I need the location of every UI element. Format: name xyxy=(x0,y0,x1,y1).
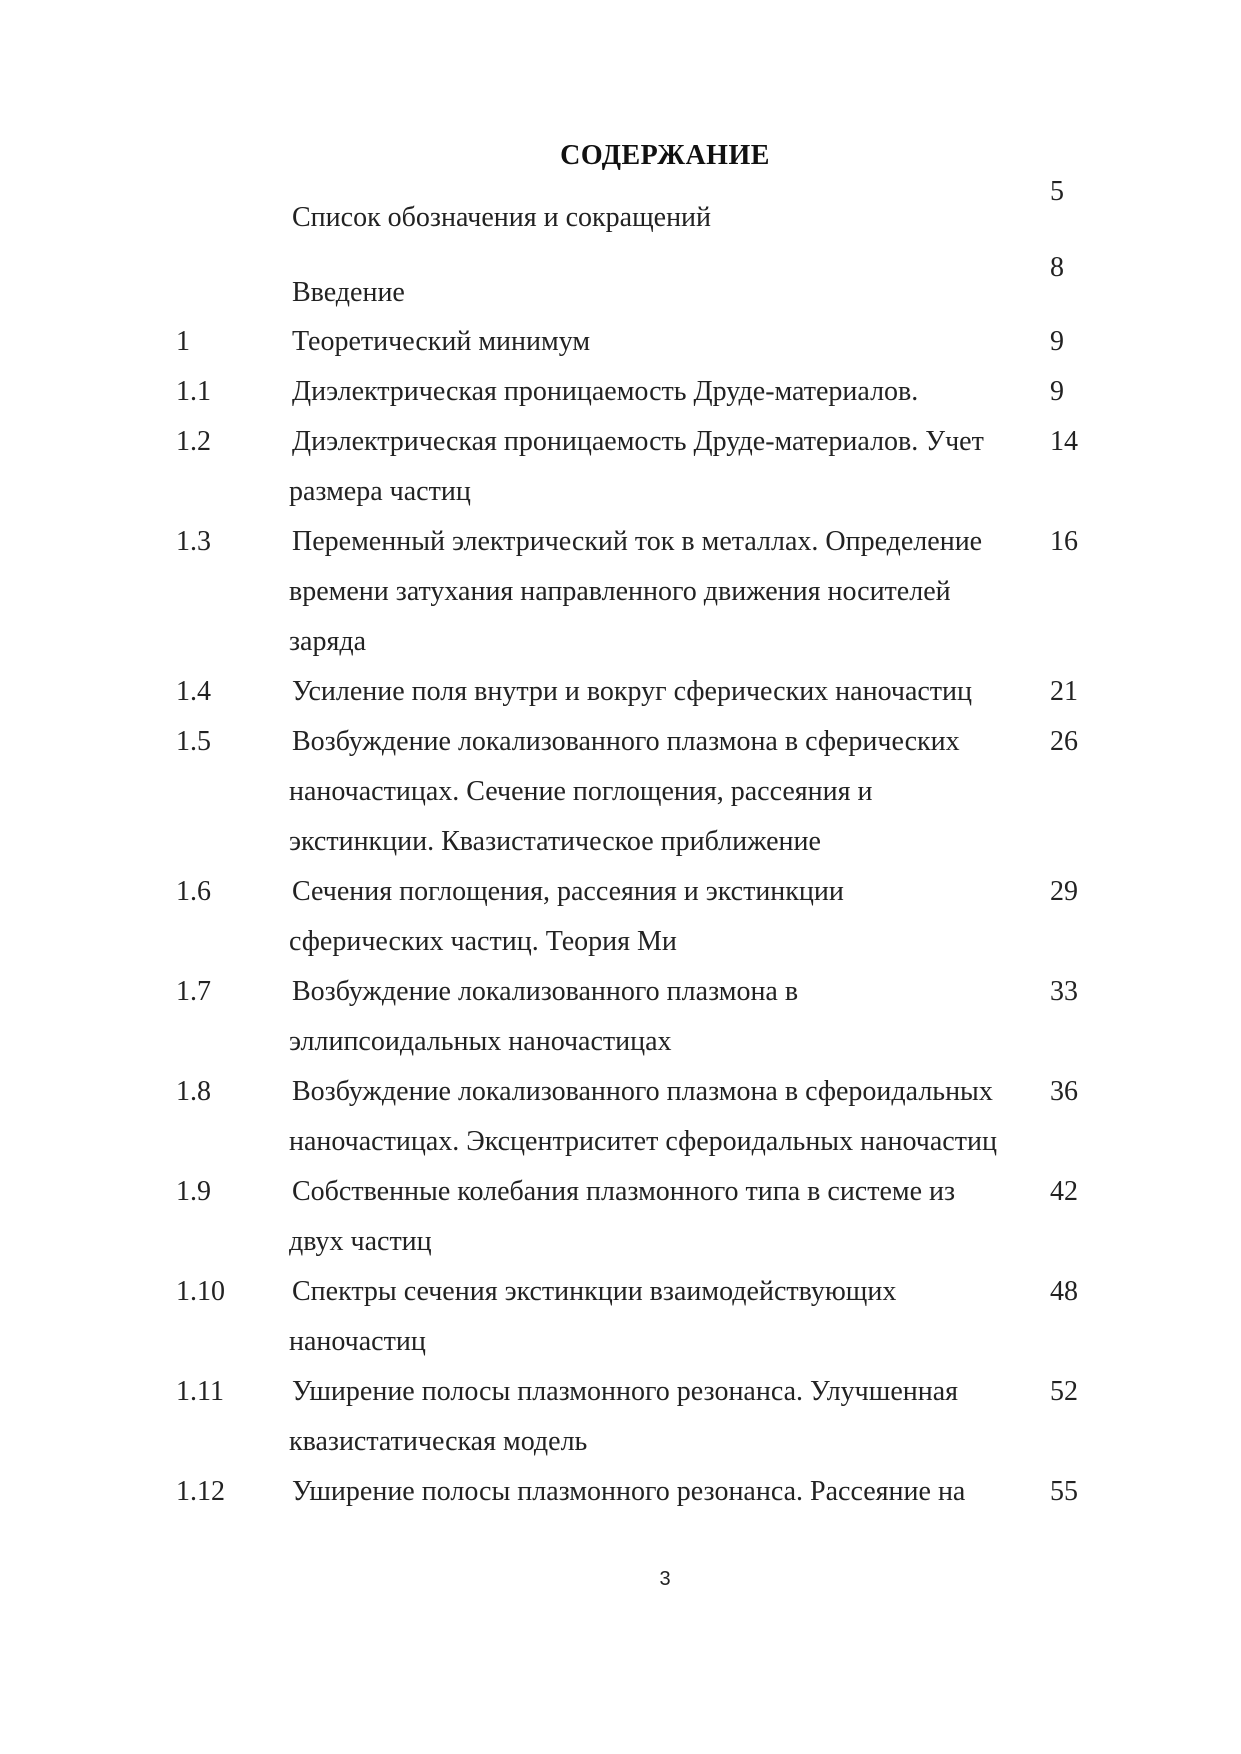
toc-entry-page: 5 xyxy=(1050,176,1064,207)
toc-entry-number: 1.2 xyxy=(176,426,211,457)
toc-entry-title: Возбуждение локализованного плазмона в сфероидальных xyxy=(292,1076,993,1107)
toc-entry-page: 26 xyxy=(1050,726,1078,757)
toc-entry-title: Усиление поля внутри и вокруг сферических наночастиц xyxy=(292,676,972,707)
toc-entry-title: Введение xyxy=(292,277,405,308)
toc-entry-number: 1.3 xyxy=(176,526,211,557)
toc-entry-title: Переменный электрический ток в металлах. Определение xyxy=(292,526,983,557)
toc-entry-page: 52 xyxy=(1050,1376,1078,1407)
toc-entry-number: 1.7 xyxy=(176,976,211,1007)
toc-entry-title-continued: размера частиц xyxy=(289,476,471,507)
toc-entry-title: Возбуждение локализованного плазмона в xyxy=(292,976,799,1007)
toc-entry-page: 21 xyxy=(1050,676,1078,707)
toc-entry-number: 1.9 xyxy=(176,1176,211,1207)
toc-entry-page: 9 xyxy=(1050,376,1064,407)
toc-entry-title-continued: времени затухания направленного движения носителей xyxy=(289,576,951,607)
toc-entry-title: Список обозначения и сокращений xyxy=(292,202,712,233)
toc-entry-page: 55 xyxy=(1050,1476,1078,1507)
toc-entry-page: 8 xyxy=(1050,252,1064,283)
toc-entry-title-continued: квазистатическая модель xyxy=(289,1426,588,1457)
toc-entry-title: Уширение полосы плазмонного резонанса. Улучшенная xyxy=(292,1376,959,1407)
toc-entry-title-continued: экстинкции. Квазистатическое приближение xyxy=(289,826,821,857)
toc-entry-number: 1.5 xyxy=(176,726,211,757)
toc-entry-number: 1 xyxy=(176,326,190,357)
toc-entry-page: 9 xyxy=(1050,326,1064,357)
toc-entry-page: 36 xyxy=(1050,1076,1078,1107)
toc-entry-page: 42 xyxy=(1050,1176,1078,1207)
toc-entry-title: Диэлектрическая проницаемость Друде-материалов. Учет xyxy=(292,426,984,457)
toc-entry-number: 1.8 xyxy=(176,1076,211,1107)
toc-entry-title-continued: заряда xyxy=(289,626,367,657)
toc-entry-page: 16 xyxy=(1050,526,1078,557)
page-title: СОДЕРЖАНИЕ xyxy=(560,140,770,171)
toc-entry-title-continued: наночастиц xyxy=(289,1326,426,1357)
toc-entry-title-continued: сферических частиц. Теория Ми xyxy=(289,926,677,957)
page-number-footer: 3 xyxy=(659,1568,671,1590)
toc-entry-number: 1.10 xyxy=(176,1276,225,1307)
toc-entry-title: Сечения поглощения, рассеяния и экстинкции xyxy=(292,876,844,907)
toc-entry-number: 1.11 xyxy=(176,1376,224,1407)
toc-entry-title-continued: эллипсоидальных наночастицах xyxy=(289,1026,672,1057)
toc-entry-number: 1.1 xyxy=(176,376,211,407)
toc-entry-title: Диэлектрическая проницаемость Друде-материалов. xyxy=(292,376,919,407)
toc-entry-page: 48 xyxy=(1050,1276,1078,1307)
toc-entry-title: Спектры сечения экстинкции взаимодействующих xyxy=(292,1276,897,1307)
toc-entry-title-continued: наночастицах. Эксцентриситет сфероидальных наночастиц xyxy=(289,1126,997,1157)
toc-entry-number: 1.4 xyxy=(176,676,211,707)
toc-entry-page: 33 xyxy=(1050,976,1078,1007)
toc-entry-title-continued: двух частиц xyxy=(289,1226,432,1257)
toc-entry-number: 1.12 xyxy=(176,1476,225,1507)
toc-entry-title: Собственные колебания плазмонного типа в системе из xyxy=(292,1176,956,1207)
toc-entry-number: 1.6 xyxy=(176,876,211,907)
toc-entry-title-continued: наночастицах. Сечение поглощения, рассеяния и xyxy=(289,776,873,807)
toc-entry-title: Возбуждение локализованного плазмона в сферических xyxy=(292,726,960,757)
toc-entry-page: 14 xyxy=(1050,426,1078,457)
toc-entry-title: Теоретический минимум xyxy=(292,326,591,357)
toc-entry-page: 29 xyxy=(1050,876,1078,907)
toc-entry-title: Уширение полосы плазмонного резонанса. Рассеяние на xyxy=(292,1476,966,1507)
